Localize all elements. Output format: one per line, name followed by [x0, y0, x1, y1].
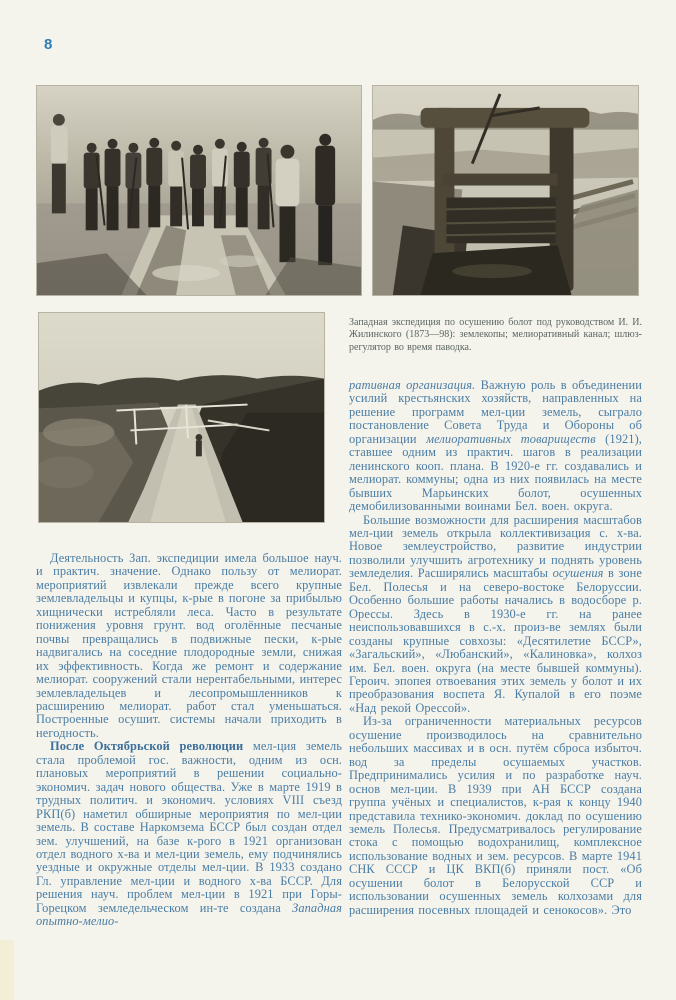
right-column	[349, 379, 642, 917]
text-segment: Важную роль в объединении усилий крестьянских хозяйств, направленных на решение программ мел-ции земель, сыграло постановление Совета Труда и Обороны об организации	[349, 378, 642, 446]
italic-western-org: Западная опытно-мелио-	[36, 900, 342, 929]
text-segment: мел-ция земель стала проблемой гос. важности, одним из осн. плановых мероприятий в решении социально-экономич. задач нового общества. Уже в марте 1919 в трудных политич. и экономич. условиях VIII съезд РКП(б) наметил обширные мероприятия по мел-ции земель. В составе Наркомзема БССР был создан отдел зем. улучшений, на базе к-рого в 1921 организован отдел водного х-ва и мел-ции земель, ему подчинялись уездные и окружные отделы мел-ции. В 1933 создано Гл. управление мел-ции и водного х-ва БССР. Для решения науч. проблем мел-ции в 1921 при Горы-Горецком земледельческом ин-те создана	[36, 739, 342, 915]
bold-lead-after-revolution: После Октябрьской революции	[50, 739, 244, 754]
italic-drainage: осушения	[552, 566, 604, 581]
paragraph-expedition-results: Деятельность Зап. экспедиции имела большое науч. и практич. значение. Однако пользу от мелиорат. мероприятий извлекали прежде всего крупные землевладельцы и купцы, к-рые в погоне за прибылью хищнически истребляли леса. Часто в результате понижения уровня грунт. вод оголённые песчаные почвы превращались в подвижные пески, к-рые надвигались на соседние плодородные земли, снижая их эффективность. Когда же ремонт и содержание мелиорат. сооружений стали нерентабельными, интерес землевладельцев и лесопромышленников к расширению мелиорат. работ стал уменьшаться. Построенные осушит. системы начали приходить в негодность.	[36, 551, 342, 740]
sluice-photo-graphic	[373, 86, 638, 295]
excavators-photo-graphic	[37, 86, 361, 295]
paragraph-collectivization	[349, 514, 642, 716]
italic-org-lead: ративная организация.	[349, 378, 476, 392]
photo-caption: Западная экспедиция по осушению болот под руководством И. И. Жилинского (1873—98): землекопы; мелиоративный канал; шлюз-регулятор во время паводка.	[349, 317, 642, 353]
paragraph-limited-resources: Из-за ограниченности материальных ресурсов осушение производилось на сравнительно небольших массивах и в осн. путём сброса избыточ. вод за пределы осушаемых участков. Предпринимались усилия и по разработке науч. основ мел-ции. В 1939 при АН БССР создана группа учёных и специалистов, к-рая к концу 1940 представила технико-экономич. доклад по осушению земель Полесья. Предусматривалось регулирование стока с помощью водохранилищ, комплексное использование водных и зем. ресурсов. В марте 1941 СНК СССР и ЦК ВКП(б) приняли пост. «Об осушении болот в Белорусской ССР и использовании осушенных земель колхозами для расширения посевных площадей и сенокосов». Это	[349, 714, 642, 917]
photo-excavators	[36, 85, 362, 296]
text-segment: в зоне Бел. Полесья и на северо-востоке Белоруссии. Особенно большие работы начались в водосборе р. Орессы. Здесь в 1930-е гг. на ранее неиспользовавшихся в с.-х. произ-ве землях были созданы крупные совхозы: «Десятилетие БССР», «Загальский», «Любанский», «Калиновка», колхоз им. Бел. воен. округа (на месте бывшей коммуны). Героич. эпопея отвоевания этих земель у болот и их преобразования воспета Я. Купалой в его поэме «Над рекой Орессой».	[349, 566, 642, 715]
photo-sluice-gate	[372, 85, 639, 296]
page-number: 8	[44, 36, 53, 53]
paragraph-org-continuation	[349, 379, 642, 514]
canal-photo-graphic	[39, 313, 324, 522]
photo-drainage-canal	[38, 312, 325, 523]
italic-meliorative-partnerships: мелиоративных товариществ	[426, 431, 596, 446]
paragraph-after-revolution	[36, 740, 342, 928]
text-segment: Большие возможности для расширения масштабов мел-ции земель открыла коллективизация с. х-ва. Новое землеустройство, развитие индустрии позволили улучшить агротехнику и поднять уровень земледелия. Расширялись масштабы	[349, 512, 642, 581]
text-segment: (1921), ставшее одним из практич. шагов в реализации ленинского кооп. плана. В 1920-е гг. создавались и мелиорат. коммуны; одна из них появилась на месте бывших Марьинских болот, осушенных демобилизованными воинами Бел. воен. округа.	[349, 431, 642, 514]
scan-edge-artifact	[0, 940, 14, 1000]
left-column	[36, 552, 342, 929]
